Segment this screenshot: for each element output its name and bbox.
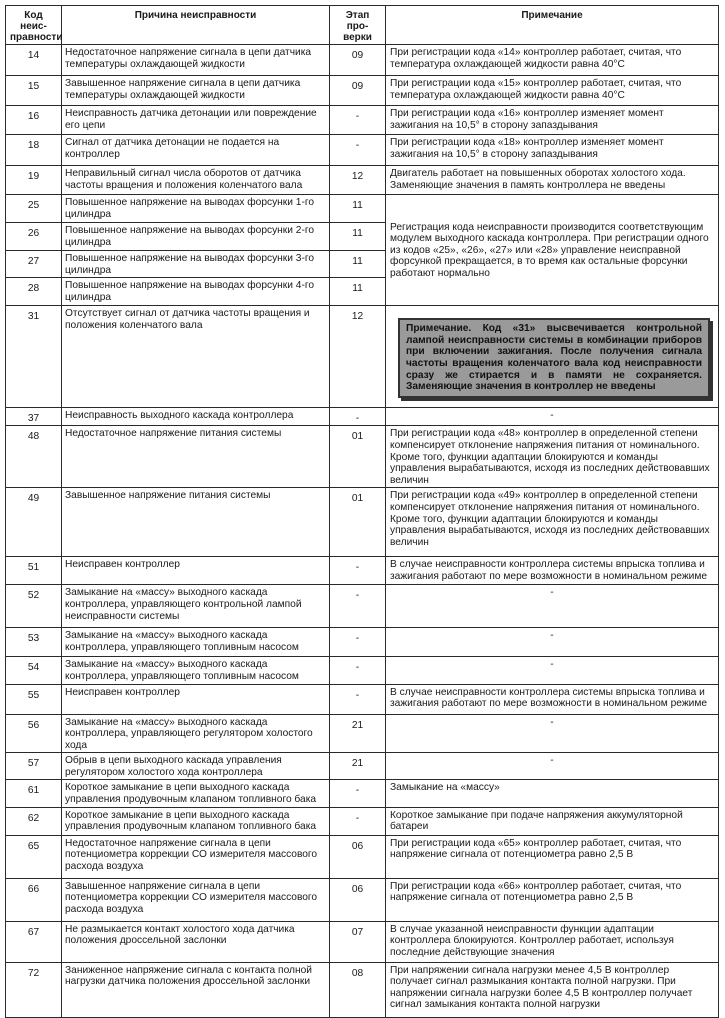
note-cell: При напряжении сигнала нагрузки менее 4,5 В контроллер получает сигнал размыкания контакта полной нагрузки. При напряжении сигнала нагрузки более 4,5 В контроллер получает сигнал замыкания контакта полной нагрузки	[386, 962, 719, 1017]
table-row	[6, 962, 719, 1017]
stage-cell: -	[330, 557, 386, 585]
fault-code-table	[5, 5, 719, 1018]
table-row	[6, 76, 719, 106]
note-cell: -	[386, 753, 719, 780]
code-cell: 15	[6, 76, 62, 106]
note-cell: В случае указанной неисправности функции адаптации контроллера блокируются. Контроллер работает, используя последние действующие значения	[386, 921, 719, 962]
code-cell: 14	[6, 45, 62, 76]
cause-cell: Завышенное напряжение питания системы	[62, 488, 330, 557]
note-cell: Двигатель работает на повышенных оборотах холостого хода. Заменяющие значения в память контроллера не введены	[386, 166, 719, 195]
note-cell: В случае неисправности контроллера системы впрыска топлива и зажигания работают по мере возможности в номинальном режиме	[386, 557, 719, 585]
table-row	[6, 878, 719, 921]
code-cell: 61	[6, 780, 62, 807]
cause-cell: Повышенное напряжение на выводах форсунки 1-го цилиндра	[62, 195, 330, 223]
stage-cell: -	[330, 407, 386, 426]
stage-cell: -	[330, 135, 386, 166]
table-row	[6, 557, 719, 585]
cause-cell: Неисправен контроллер	[62, 557, 330, 585]
note-cell: -	[386, 714, 719, 753]
code-cell: 62	[6, 807, 62, 835]
stage-cell: 01	[330, 488, 386, 557]
cause-cell: Завышенное напряжение сигнала в цепи датчика температуры охлаждающей жидкости	[62, 76, 330, 106]
note-cell: При регистрации кода «14» контроллер работает, считая, что температура охлаждающей жидкости равна 40°С	[386, 45, 719, 76]
table-row	[6, 135, 719, 166]
header-note: Примечание	[386, 6, 719, 45]
code-cell: 57	[6, 753, 62, 780]
code-cell: 37	[6, 407, 62, 426]
table-row	[6, 306, 719, 408]
table-row	[6, 921, 719, 962]
cause-cell: Замыкание на «массу» выходного каскада контроллера, управляющего регулятором холостого хода	[62, 714, 330, 753]
table-row	[6, 195, 719, 223]
code-cell: 56	[6, 714, 62, 753]
note-cell: При регистрации кода «66» контроллер работает, считая, что напряжение сигнала от потенциометра равно 2,5 В	[386, 878, 719, 921]
code-cell: 65	[6, 835, 62, 878]
table-row	[6, 585, 719, 628]
table-row	[6, 45, 719, 76]
header-code: Код неис-правности	[6, 6, 62, 45]
cause-cell: Неправильный сигнал числа оборотов от датчика частоты вращения и положения коленчатого вала	[62, 166, 330, 195]
stage-cell: 07	[330, 921, 386, 962]
note-cell: При регистрации кода «18» контроллер изменяет момент зажигания на 10,5° в сторону запаздывания	[386, 135, 719, 166]
stage-cell: -	[330, 684, 386, 714]
table-row	[6, 684, 719, 714]
stage-cell: 09	[330, 45, 386, 76]
table-row	[6, 488, 719, 557]
note-cell: В случае неисправности контроллера системы впрыска топлива и зажигания работают по мере возможности в номинальном режиме	[386, 684, 719, 714]
cause-cell: Сигнал от датчика детонации не подается на контроллер	[62, 135, 330, 166]
table-row	[6, 780, 719, 807]
code-cell: 66	[6, 878, 62, 921]
stage-cell: 12	[330, 306, 386, 408]
stage-cell: 06	[330, 878, 386, 921]
code-cell: 16	[6, 106, 62, 135]
cause-cell: Повышенное напряжение на выводах форсунки 4-го цилиндра	[62, 278, 330, 306]
cause-cell: Не размыкается контакт холостого хода датчика положения дроссельной заслонки	[62, 921, 330, 962]
injector-note-cell: Регистрация кода неисправности производится соответствующим модулем выходного каскада контроллера. При регистрации одного из кодов «25», «26», «27» или «28» управление неисправной форсункой прекращается, в то время как остальные форсунки работают нормально	[386, 195, 719, 306]
note-cell: -	[386, 407, 719, 426]
stage-cell: -	[330, 780, 386, 807]
cause-cell: Недостаточное напряжение сигнала в цепи датчика температуры охлаждающей жидкости	[62, 45, 330, 76]
cause-cell: Замыкание на «массу» выходного каскада контроллера, управляющего топливным насосом	[62, 628, 330, 657]
code-cell: 52	[6, 585, 62, 628]
code-cell: 18	[6, 135, 62, 166]
table-row	[6, 166, 719, 195]
stage-cell: 09	[330, 76, 386, 106]
stage-cell: 11	[330, 195, 386, 223]
cause-cell: Неисправность датчика детонации или повреждение его цепи	[62, 106, 330, 135]
stage-cell: -	[330, 585, 386, 628]
code-31-callout: Примечание. Код «31» высвечивается контрольной лампой неисправности системы в комбинации приборов при включении зажигания. После получения сигнала частоты вращения коленчатого вала код неисправности сразу же стирается и в памяти не сохраняется. Заменяющие значения в контроллер не введены	[398, 318, 710, 398]
table-row	[6, 714, 719, 753]
table-row	[6, 657, 719, 684]
table-row	[6, 835, 719, 878]
note-cell: Замыкание на «массу»	[386, 780, 719, 807]
stage-cell: -	[330, 628, 386, 657]
callout-cell	[386, 306, 719, 408]
cause-cell: Заниженное напряжение сигнала с контакта полной нагрузки датчика положения дроссельной заслонки	[62, 962, 330, 1017]
note-cell: При регистрации кода «15» контроллер работает, считая, что температура охлаждающей жидкости равна 40°С	[386, 76, 719, 106]
cause-cell: Повышенное напряжение на выводах форсунки 3-го цилиндра	[62, 251, 330, 278]
cause-cell: Короткое замыкание в цепи выходного каскада управления продувочным клапаном топливного бака	[62, 807, 330, 835]
stage-cell: 11	[330, 251, 386, 278]
stage-cell: 06	[330, 835, 386, 878]
stage-cell: -	[330, 807, 386, 835]
code-cell: 54	[6, 657, 62, 684]
code-cell: 25	[6, 195, 62, 223]
cause-cell: Короткое замыкание в цепи выходного каскада управления продувочным клапаном топливного бака	[62, 780, 330, 807]
code-cell: 26	[6, 223, 62, 251]
stage-cell: 21	[330, 714, 386, 753]
note-cell: -	[386, 657, 719, 684]
stage-cell: 01	[330, 426, 386, 488]
table-row	[6, 407, 719, 426]
cause-cell: Повышенное напряжение на выводах форсунки 2-го цилиндра	[62, 223, 330, 251]
code-cell: 72	[6, 962, 62, 1017]
code-cell: 51	[6, 557, 62, 585]
stage-cell: 21	[330, 753, 386, 780]
code-cell: 55	[6, 684, 62, 714]
code-cell: 27	[6, 251, 62, 278]
code-cell: 31	[6, 306, 62, 408]
cause-cell: Неисправен контроллер	[62, 684, 330, 714]
code-cell: 49	[6, 488, 62, 557]
table-row	[6, 426, 719, 488]
cause-cell: Обрыв в цепи выходного каскада управления регулятором холостого хода контроллера	[62, 753, 330, 780]
code-cell: 67	[6, 921, 62, 962]
cause-cell: Замыкание на «массу» выходного каскада контроллера, управляющего контрольной лампой неисправности системы	[62, 585, 330, 628]
code-cell: 53	[6, 628, 62, 657]
code-cell: 19	[6, 166, 62, 195]
note-cell: -	[386, 585, 719, 628]
cause-cell: Недостаточное напряжение сигнала в цепи потенциометра коррекции СО измерителя массового расхода воздуха	[62, 835, 330, 878]
header-stage: Этап про-верки	[330, 6, 386, 45]
table-row	[6, 106, 719, 135]
note-cell: Короткое замыкание при подаче напряжения аккумуляторной батареи	[386, 807, 719, 835]
stage-cell: 11	[330, 278, 386, 306]
table-row	[6, 807, 719, 835]
note-cell: При регистрации кода «16» контроллер изменяет момент зажигания на 10,5° в сторону запаздывания	[386, 106, 719, 135]
stage-cell: 11	[330, 223, 386, 251]
stage-cell: -	[330, 657, 386, 684]
stage-cell: 12	[330, 166, 386, 195]
cause-cell: Отсутствует сигнал от датчика частоты вращения и положения коленчатого вала	[62, 306, 330, 408]
stage-cell: 08	[330, 962, 386, 1017]
table-row	[6, 628, 719, 657]
note-cell: При регистрации кода «48» контроллер в определенной степени компенсирует отклонение напряжения питания от номинального. Кроме того, функции адаптации блокируются и команды управления вырабатываются, исходя из последних действовавших величин	[386, 426, 719, 488]
table-header-row	[6, 6, 719, 45]
code-cell: 48	[6, 426, 62, 488]
cause-cell: Неисправность выходного каскада контроллера	[62, 407, 330, 426]
cause-cell: Замыкание на «массу» выходного каскада контроллера, управляющего топливным насосом	[62, 657, 330, 684]
code-cell: 28	[6, 278, 62, 306]
stage-cell: -	[330, 106, 386, 135]
note-cell: -	[386, 628, 719, 657]
note-cell: При регистрации кода «49» контроллер в определенной степени компенсирует отклонение напряжения питания от номинального. Кроме того, функции адаптации блокируются и команды управления вырабатываются, исходя из последних действовавших величин	[386, 488, 719, 557]
cause-cell: Недостаточное напряжение питания системы	[62, 426, 330, 488]
header-cause: Причина неисправности	[62, 6, 330, 45]
table-row	[6, 753, 719, 780]
note-cell: При регистрации кода «65» контроллер работает, считая, что напряжение сигнала от потенциометра равно 2,5 В	[386, 835, 719, 878]
cause-cell: Завышенное напряжение сигнала в цепи потенциометра коррекции СО измерителя массового расхода воздуха	[62, 878, 330, 921]
